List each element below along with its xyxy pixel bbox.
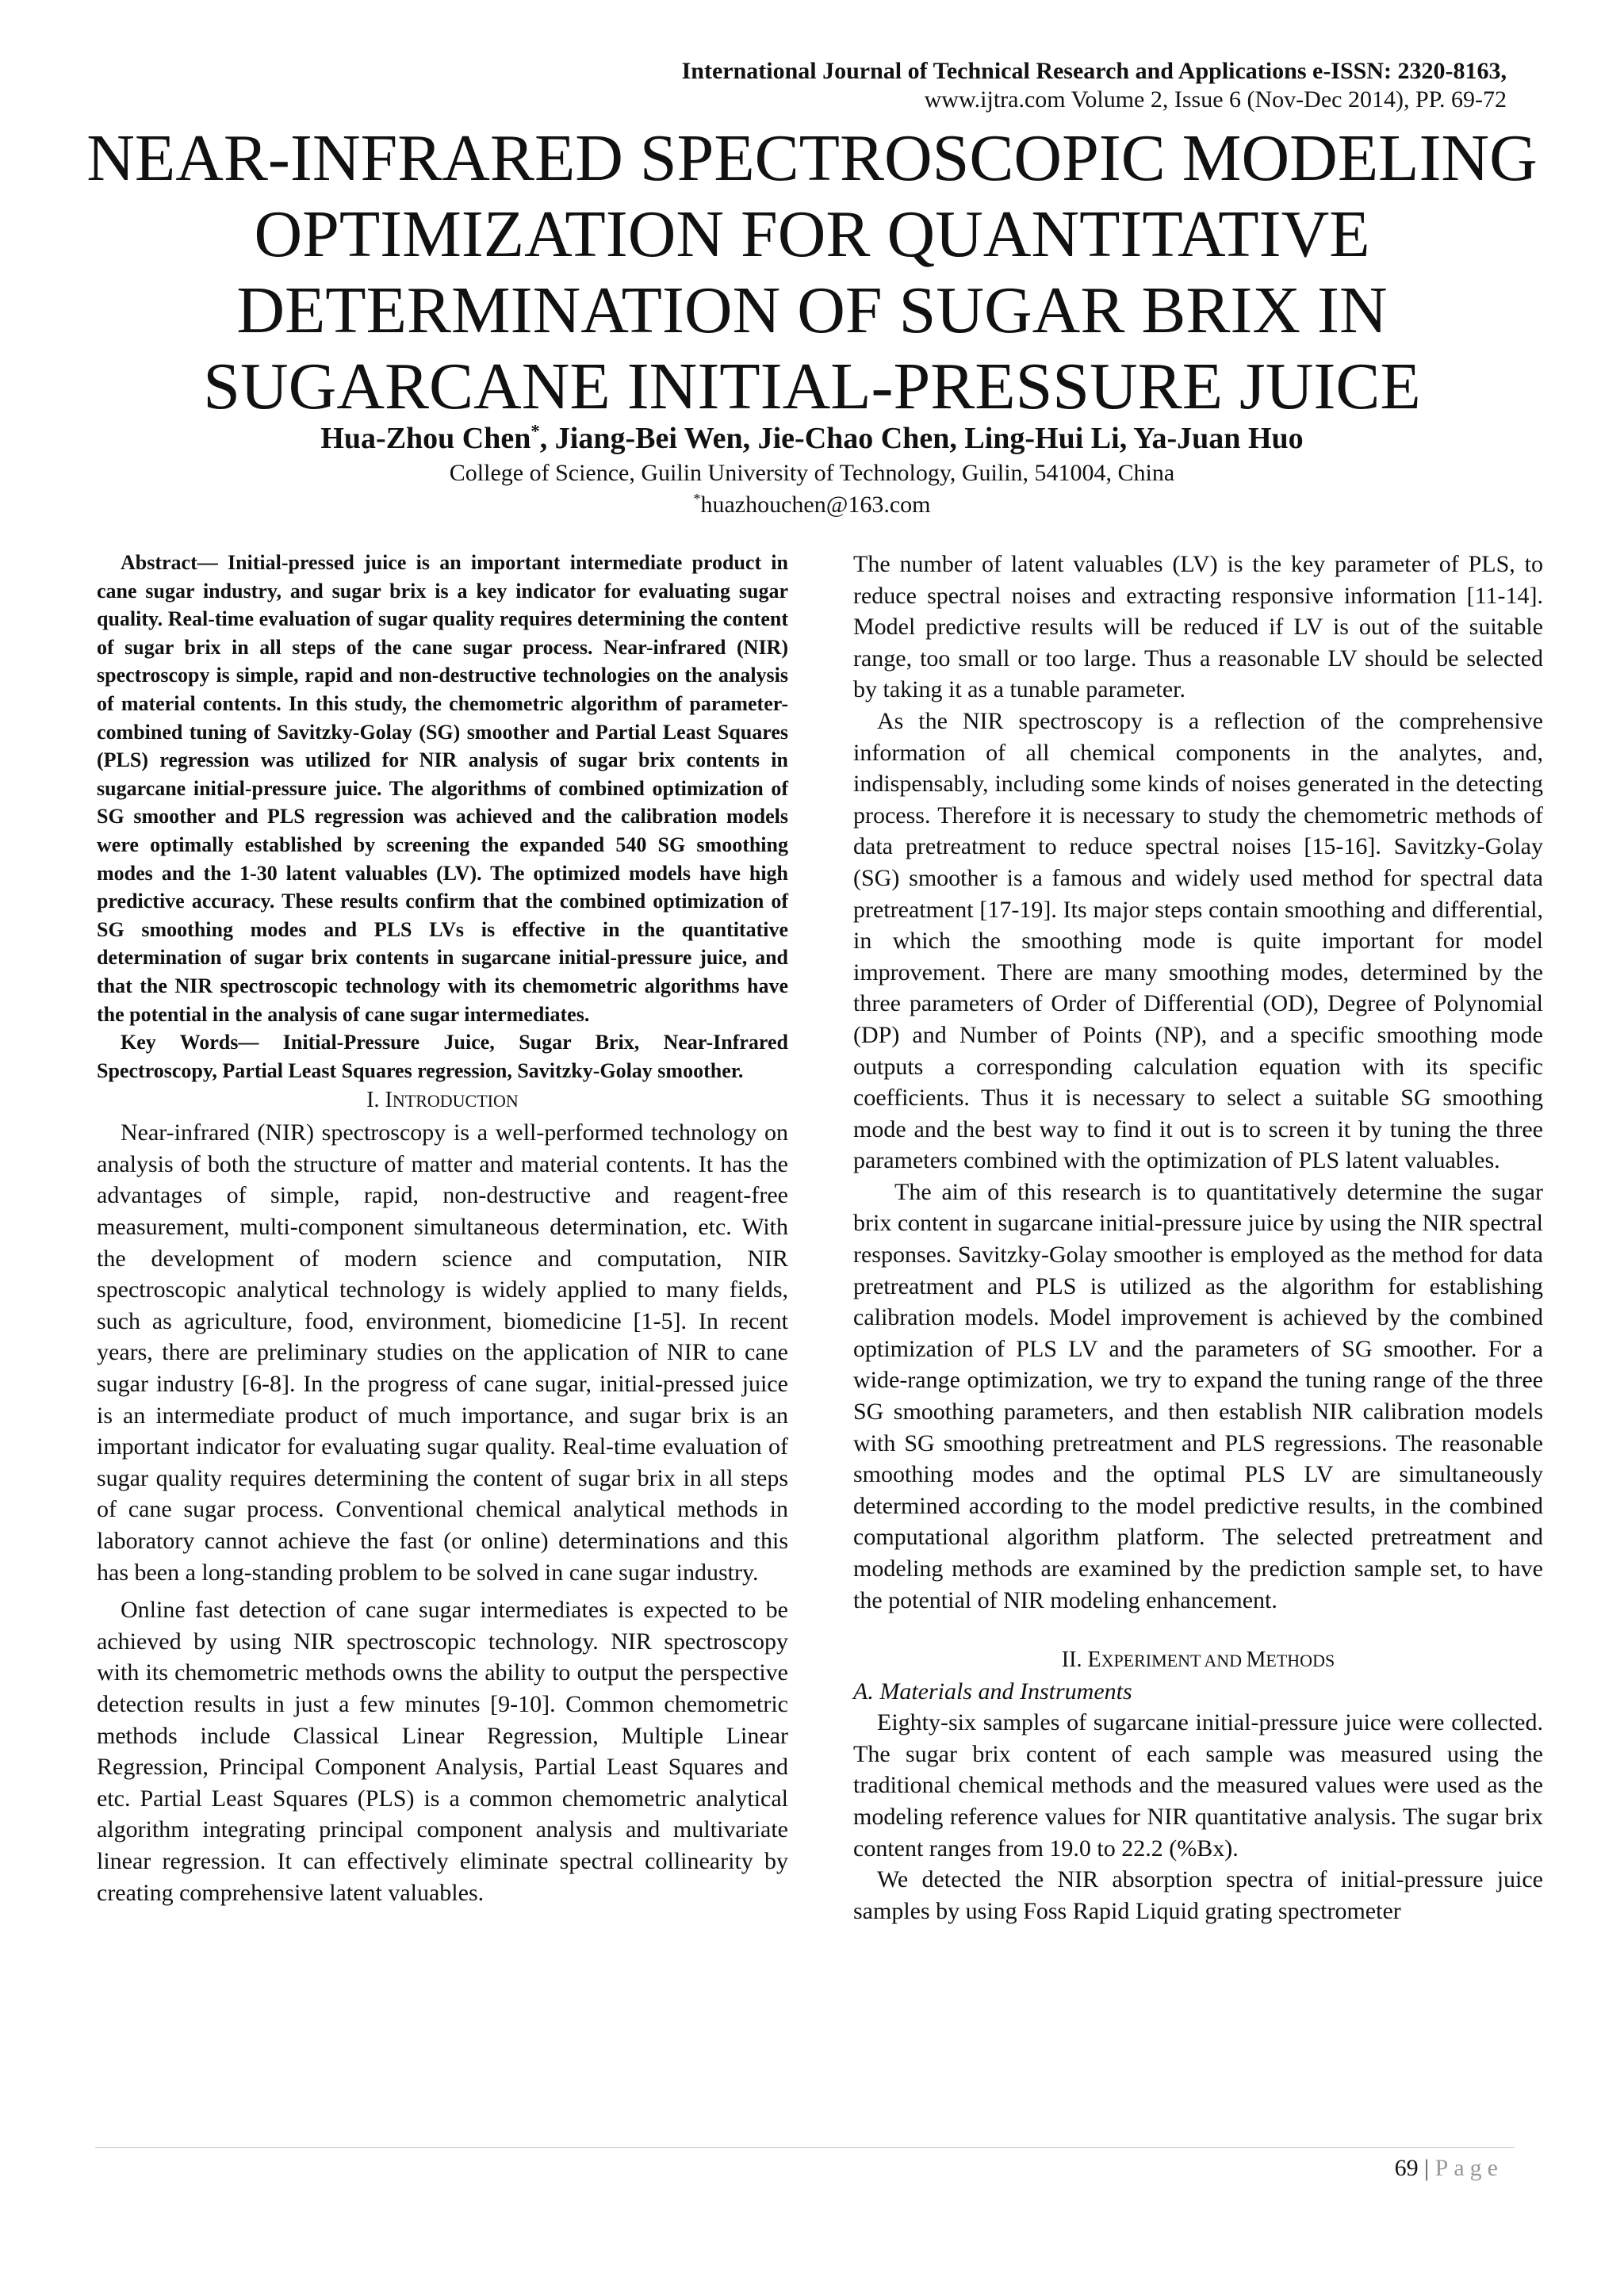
affiliation: College of Science, Guilin University of Technology, Guilin, 541004, China — [449, 460, 1175, 486]
footer-separator: | — [1418, 2155, 1435, 2181]
page-footer — [1395, 2153, 1503, 2183]
email-mark: * — [693, 491, 701, 507]
author-list — [71, 420, 1553, 457]
keywords: Key Words— Initial-Pressure Juice, Sugar Brix, Near-Infrared Spectroscopy, Partial Least Squares regression, Savitzky-Golay smoother. — [97, 1031, 788, 1082]
paragraph-research-aim: The aim of this research is to quantitatively determine the sugar brix content in sugarcane initial-pressure juice by using the NIR spectral responses. Savitzky-Golay smoother is employed as the method for data pretreatment and PLS is utilized as the algorithm for establishing calibration models. Model improvement is achieved by the combined optimization of PLS LV and the parameters of SG smoother. For a wide-range optimization, we try to expand the tuning range of the three SG smoothing parameters, and then establish NIR calibration models with SG smoothing pretreatment and PLS regressions. The reasonable smoothing modes and the optimal PLS LV are simultaneously determined according to the model predictive results, in the combined computational algorithm platform. The selected pretreatment and modeling methods are examined by the prediction sample set, to have the potential of NIR modeling enhancement. — [853, 1178, 1543, 1613]
left-column — [97, 549, 788, 1908]
author-rest: , Jiang-Bei Wen, Jie-Chao Chen, Ling-Hui Li, Ya-Juan Huo — [539, 422, 1304, 455]
abstract: Abstract— Initial-pressed juice is an important intermediate product in cane sugar industry, and sugar brix is a key indicator for evaluating sugar quality. Real-time evaluation of sugar quality requires determining the content of sugar brix in all steps of the cane sugar process. Near-infrared (NIR) spectroscopy is simple, rapid and non-destructive technologies on the analysis of material contents. In this study, the chemometric algorithm of parameter-combined tuning of Savitzky-Golay (SG) smoother and Partial Least Squares (PLS) regression was utilized for NIR analysis of sugar brix contents in sugarcane initial-pressure juice. The algorithms of combined optimization of SG smoother and PLS regression was achieved and the calibration models were optimally established by screening the expanded 540 SG smoothing modes and the 1-30 latent valuables (LV). The optimized models have high predictive accuracy. These results confirm that the combined optimization of SG smoothing modes and PLS LVs is effective in the quantitative determination of sugar brix contents in sugarcane initial-pressure juice, and that the NIR spectroscopic technology with its chemometric algorithms have the potential in the analysis of cane sugar intermediates. — [97, 551, 788, 1026]
paragraph-materials-2: We detected the NIR absorption spectra of initial-pressure juice samples by using Foss Rapid Liquid grating spectrometer — [853, 1866, 1543, 1924]
section-numeral: I. — [366, 1088, 385, 1113]
paragraph-intro-1: Near-infrared (NIR) spectroscopy is a well-performed technology on analysis of both the structure of matter and material contents. It has the advantages of simple, rapid, non-destructive and reagent-free measurement, multi-component simultaneous determination, etc. With the development of modern science and computation, NIR spectroscopic analytical technology is widely applied to many fields, such as agriculture, food, environment, biomedicine [1-5]. In recent years, there are preliminary studies on the application of NIR to cane sugar industry [6-8]. In the progress of cane sugar, initial-pressed juice is an intermediate product of much importance, and sugar brix is an important indicator for evaluating sugar quality. Real-time evaluation of sugar quality requires determining the content of sugar brix in all steps of cane sugar process. Conventional chemical analytical methods in laboratory cannot achieve the fast (or online) determinations and this has been a long-standing problem to be solved in cane sugar industry. — [97, 1119, 788, 1586]
author-email — [71, 490, 1553, 520]
journal-header-line-2: www.ijtra.com Volume 2, Issue 6 (Nov-Dec 2014), PP. 69-72 — [924, 86, 1507, 113]
right-column — [853, 549, 1543, 1927]
section-initial: E — [1087, 1647, 1101, 1673]
paragraph-latent-valuables: The number of latent valuables (LV) is the key parameter of PLS, to reduce spectral noises and extracting responsive information [11-14]. Model predictive results will be reduced if LV is out of the suitable range, too small or too large. Thus a reasonable LV should be selected by taking it as a tunable parameter. — [853, 551, 1543, 703]
paragraph-intro-2: Online fast detection of cane sugar intermediates is expected to be achieved by using NIR spectroscopic technology. NIR spectroscopy with its chemometric methods owns the ability to output the perspective detection results in just a few minutes [9-10]. Common chemometric methods include Classical Linear Regression, Multiple Linear Regression, Principal Component Analysis, Partial Least Squares and etc. Partial Least Squares (PLS) is a common chemometric analytical algorithm integrating principal component analysis and multivariate linear regression. It can effectively eliminate spectral collinearity by creating comprehensive latent valuables. — [97, 1597, 788, 1906]
title-line: OPTIMIZATION FOR QUANTITATIVE — [254, 197, 1370, 271]
section-initial: I — [385, 1088, 393, 1113]
title-line: DETERMINATION OF SUGAR BRIX IN — [236, 274, 1388, 347]
section-numeral: II. — [1061, 1647, 1088, 1673]
journal-name: International Journal of Technical Research and Applications — [681, 58, 1307, 84]
author-first: Hua-Zhou Chen — [320, 422, 531, 455]
footer-divider — [95, 2147, 1515, 2148]
section-initial: M — [1246, 1647, 1266, 1673]
paragraph-sg-smoother: As the NIR spectroscopy is a reflection of the comprehensive information of all chemical components in the analytes, and, indispensably, including some kinds of noises generated in the detecting process. Therefore it is necessary to study the chemometric methods of data pretreatment to reduce spectral noises [15-16]. Savitzky-Golay (SG) smoother is a famous and widely used method for spectral data pretreatment [17-19]. Its major steps contain smoothing and differential, in which the smoothing mode is quite important for model improvement. There are many smoothing modes, determined by the three parameters of Order of Differential (OD), Degree of Polynomial (DP) and Number of Points (NP), and a specific smoothing mode outputs a corresponding calculation equation with its specific coefficients. Thus it is necessary to select a suitable SG smoothing mode and the best way to find it out is to screen it by tuning the three parameters combined with the optimization of PLS latent valuables. — [853, 707, 1543, 1174]
email-address: huazhouchen@163.com — [700, 492, 931, 518]
title-line: SUGARCANE INITIAL-PRESSURE JUICE — [203, 350, 1421, 423]
page-label: Page — [1434, 2155, 1503, 2181]
section-smallcaps: ETHODS — [1266, 1651, 1335, 1671]
section-heading-introduction — [97, 1085, 788, 1117]
page-number: 69 — [1394, 2155, 1419, 2181]
section-heading-experiment — [853, 1644, 1543, 1677]
section-smallcaps: NTRODUCTION — [392, 1091, 519, 1112]
journal-header — [682, 57, 1507, 114]
journal-header-line-1 — [682, 57, 1507, 86]
journal-issn: e-ISSN: 2320-8163, — [1306, 58, 1507, 84]
paper-title — [71, 121, 1553, 425]
subsection-heading-materials: A. Materials and Instruments — [853, 1678, 1132, 1705]
paragraph-materials-1: Eighty-six samples of sugarcane initial-pressure juice were collected. The sugar brix content of each sample was measured using the traditional chemical methods and the measured values were used as the modeling reference values for NIR quantitative analysis. The sugar brix content ranges from 19.0 to 22.2 (%Bx). — [853, 1709, 1543, 1862]
section-smallcaps: XPERIMENT AND — [1101, 1651, 1247, 1671]
title-line: NEAR-INFRARED SPECTROSCOPIC MODELING — [86, 121, 1538, 195]
corresponding-mark: * — [530, 421, 540, 442]
